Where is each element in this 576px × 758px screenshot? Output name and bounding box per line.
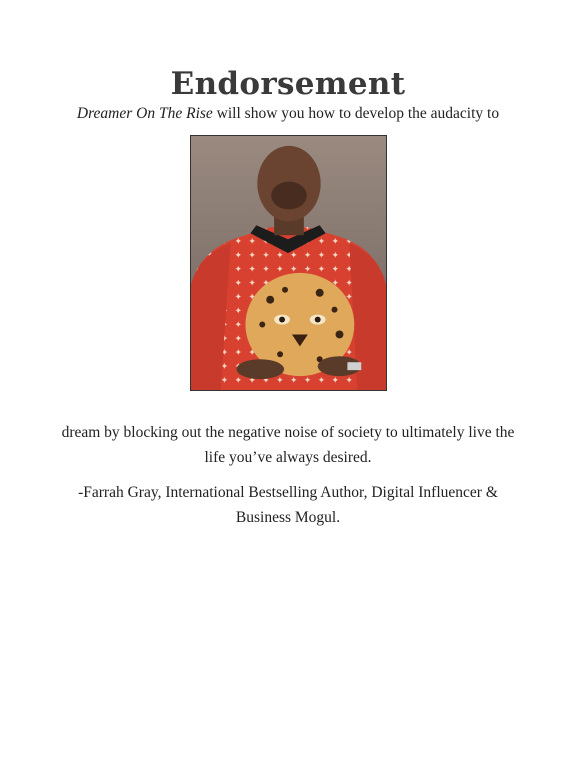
endorser-photo (190, 135, 387, 391)
book-title: Dreamer On The Rise (76, 105, 213, 122)
endorsement-attribution: -Farrah Gray, International Bestselling Author, Digital Influencer & Business Mogul. (78, 484, 498, 526)
page-title: Endorsement (170, 66, 406, 102)
endorsement-body: dream by blocking out the negative noise of society to ultimately live the life you’ve always desired. (61, 424, 515, 466)
portrait-illustration (191, 136, 386, 390)
intro-text: will show you how to develop the audacity to (212, 105, 500, 122)
endorsement-intro (0, 105, 576, 123)
